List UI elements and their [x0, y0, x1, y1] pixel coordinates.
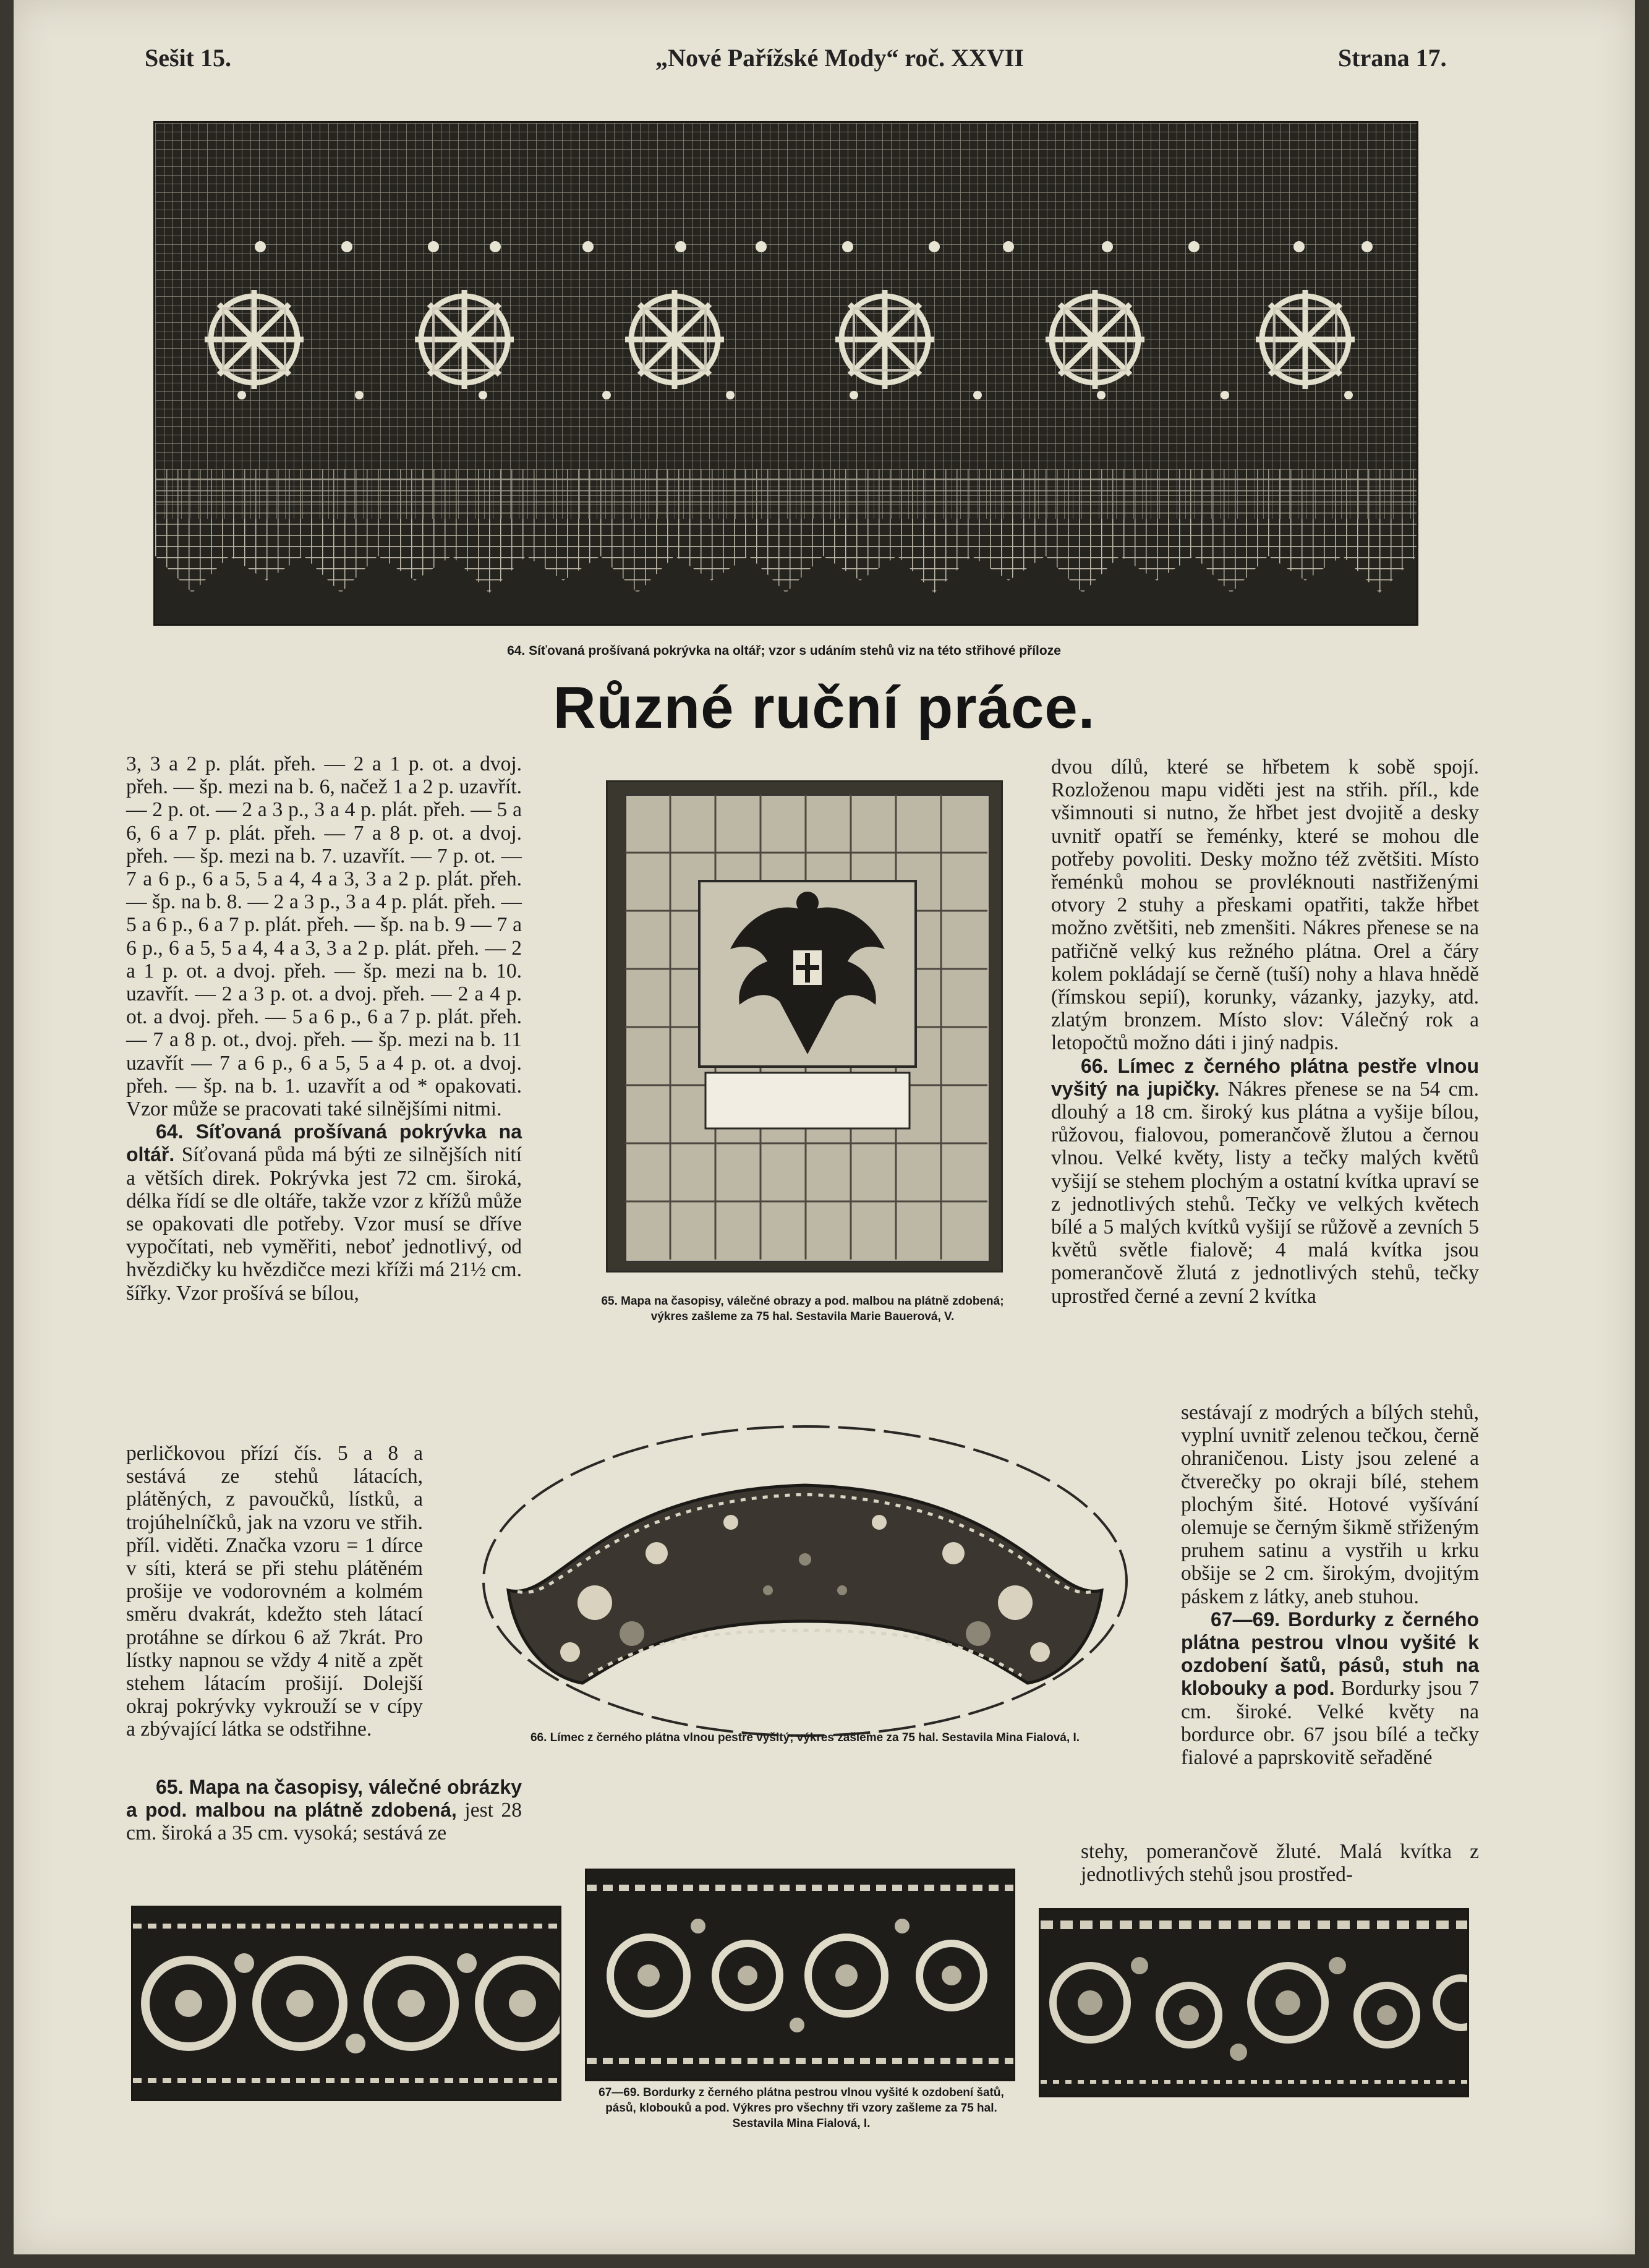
figure-64-caption: 64. Síťovaná prošívaná pokrývka na oltář; vzor s udáním stehů viz na této střihové příloze: [507, 644, 1061, 658]
header-issue: Sešit 15.: [145, 44, 231, 72]
left-p64b: perličkovou přízí čís. 5 a 8 a sestává ze stehů látacích, plátěných, z pavoučků, lístků, a trojúhelníčků, jak na vzoru ve střih. příl. viděti. Značka vzoru = 1 dírce v síti, která se při stehu plátěném prošije ve vodorovném a kolmém směru dvakrát, kdežto steh látací protáhne se dírkou 6 až 7krát. Pro lístky napnou se vždy 4 nitě a zpět stehem látacím prošijí. Dolejší okraj pokrývky vykrouží se v cípy a zbývající látka se odstřihne.: [126, 1442, 423, 1741]
map-grid-drawing: [625, 795, 987, 1260]
figure-66-caption: 66. Límec z černého plátna vlnou pestře vyšitý; výkres zašleme za 75 hal. Sestavila Mina Fialová, I.: [530, 1731, 1080, 1744]
right-p6769b: stehy, pomerančově žluté. Malá kvítka z jednotlivých stehů jsou prostřed-: [1081, 1840, 1479, 1886]
left-p65: jest 28 cm. široká a 35 cm. vysoká; sestává ze: [126, 1799, 522, 1845]
figure-67-border-image: [131, 1906, 561, 2101]
right-column-narrow: [1181, 1401, 1479, 1769]
page-title: Různé ruční práce.: [553, 675, 1096, 741]
heading-64: 64. Síťovaná prošívaná pokrývka na oltář.: [126, 1120, 522, 1166]
left-p1: 3, 3 a 2 p. plát. přeh. — 2 a 1 p. ot. a dvoj. přeh. — šp. mezi na b. 6, načež 1 a 2 p. uzavřít. — 2 p. ot. — 2 a 3 p., 3 a 4 p. plát. přeh. — 5 a 6, 6 a 7 p. plát. přeh. — 7 a 8 p. ot. a dvoj. přeh. — šp. mezi na b. 7. uzavřít. — 7 p. ot. — 7 a 6 p., 6 a 5, 5 a 4, 4 a 3, 3 a 2 p. plát. přeh. — šp. na b. 8. — 2 a 3 p., 3 a 4 p. plát. přeh. — 5 a 6 p., 6 a 7 p. plát. přeh. — šp. na b. 9 — 7 a 6 p., 6 a 5, 5 a 4, 4 a 3, 3 a 2 p. plát. přeh. — 2 a 1 p. ot. a dvoj. přeh. — šp. mezi na b. 10. uzavřít. — 2 a 3 p. ot. a dvoj. přeh. — 2 a 4 p. ot. a dvoj. přeh. — 5 a 6 p., 6 a 7 p. plát. přeh. — 7 a 8 p. ot., dvoj. přeh. — šp. mezi na b. 11 uzavřít — 7 a 6 p., 6 a 5, 5 a 4 p. ot. a dvoj. přeh. — šp. na b. 1. uzavřít a od * opakovati. Vzor může se pracovati také silnějšími nitmi.: [126, 752, 522, 1121]
header-page-number: Strana 17.: [1338, 44, 1447, 72]
figure-66-collar-image: [471, 1417, 1139, 1745]
right-column-bottom: [1081, 1840, 1479, 1886]
header-magazine-title: „Nové Pařížské Mody“ roč. XXVII: [655, 44, 1024, 72]
figure-65-map-folder-image: [606, 780, 1003, 1273]
border-68-embroidery: [587, 1870, 1013, 2079]
left-column-narrow: [126, 1442, 423, 1741]
lace-pattern-illustration: [155, 123, 1417, 624]
figure-65-caption: 65. Mapa na časopisy, válečné obrazy a pod. malbou na plátně zdobená; výkres zašleme za 75 hal. Sestavila Marie Bauerová, V.: [601, 1295, 1004, 1323]
left-p64a: Síťovaná půda má býti ze silnějších nití a větších direk. Pokrývka jest 72 cm. široká, délka řídí se dle oltáře, takže vzor z křížů může se opakovati dle potřeby. Vzor musí se dříve vypočítati, neb vyměřiti, neboť jednotlivý, od hvězdičky ku hvězdičce mezi kříži má 21½ cm. šířky. Vzor prošívá se bílou,: [126, 1143, 522, 1305]
right-p6769a: Bordurky jsou 7 cm. široké. Velké květy na bordurce obr. 67 jsou bílé a tečky fialové a paprskovitě seřaděné: [1181, 1677, 1480, 1770]
figure-64-altar-cover-image: [153, 121, 1418, 626]
heading-66: 66. Límec z černého plátna pestře vlnou vyšitý na jupičky.: [1051, 1054, 1479, 1100]
border-67-embroidery: [133, 1908, 560, 2099]
figure-69-border-image: [1039, 1908, 1469, 2097]
figure-68-border-image: [585, 1869, 1015, 2081]
heading-65: 65. Mapa na časopisy, válečné obrázky a pod. malbou na plátně zdobená,: [126, 1776, 522, 1822]
border-69-embroidery: [1041, 1910, 1467, 2095]
right-column: [1051, 756, 1479, 1308]
right-p66a: Nákres přenese se na 54 cm. dlouhý a 18 cm. široký kus plátna a vyšije bílou, růžovou, fialovou, pomerančově žlutou a černou vlnou. Velké květy, listy a tečky malých květů vyšijí se stehem plochým a ostatní kvítka upraví se z jednotlivých stehů. Tečky ve velkých květech bílé a 5 malých kvítků vyšijí se růžově a zevních 5 květů světle fialově; 4 malá kvítka jsou pomerančově žlutá z jednotlivých stehů, tečky uprostřed černé a zevní 2 kvítka: [1051, 1077, 1480, 1308]
right-p1: dvou dílů, které se hřbetem k sobě spojí. Rozloženou mapu viděti jest na střih. příl., kde všimnouti si nutno, že hřbet jest dvojitě a desky uvnitř opatří se řeménky, které se mohou dle potřeby povoliti. Desky možno též zvětšiti. Místo řeménků mohou se provléknouti nastřiženými otvory 2 stuhy a přeskami opatřiti, takže hřbet možno zvětšiti, neb zmenšiti. Nákres přenese se na patřičně velký kus režného plátna. Orel a čáry kolem pokládají se černě (tuší) nohy a hlava hnědě (římskou sepií), korunky, vázanky, jazyky, atd. zlatým bronzem. Místo slov: Válečný rok a letopočtů možno dáti i jiný nadpis.: [1051, 756, 1479, 1055]
right-p66b: sestávají z modrých a bílých stehů, vyplní uvnitř zelenou tečkou, černě ohraničenou. Listy jsou zelené a čtverečky po okraji bílé, stehem plochým šité. Hotové vyšívání olemuje se černým šikmě střiženým pruhem satinu a vystřih u krku obšije se 2 cm. širokým, dvojitým páskem z látky, aneb stuhou.: [1181, 1401, 1479, 1608]
heading-67-69: 67—69. Bordurky z černého plátna pestrou vlnou vyšité k ozdobení šatů, pásů, stuh na klobouky a pod.: [1181, 1608, 1479, 1700]
magazine-page: [14, 0, 1635, 2254]
left-column: [126, 752, 522, 1305]
figures-67-69-caption: 67—69. Bordurky z černého plátna pestrou vlnou vyšité k ozdobení šatů, pásů, klobouků a pod. Výkres pro všechny tři vzory zašleme za 75 hal. Sestavila Mina Fialová, I.: [599, 2086, 1004, 2130]
left-column-bottom: [126, 1776, 522, 1845]
